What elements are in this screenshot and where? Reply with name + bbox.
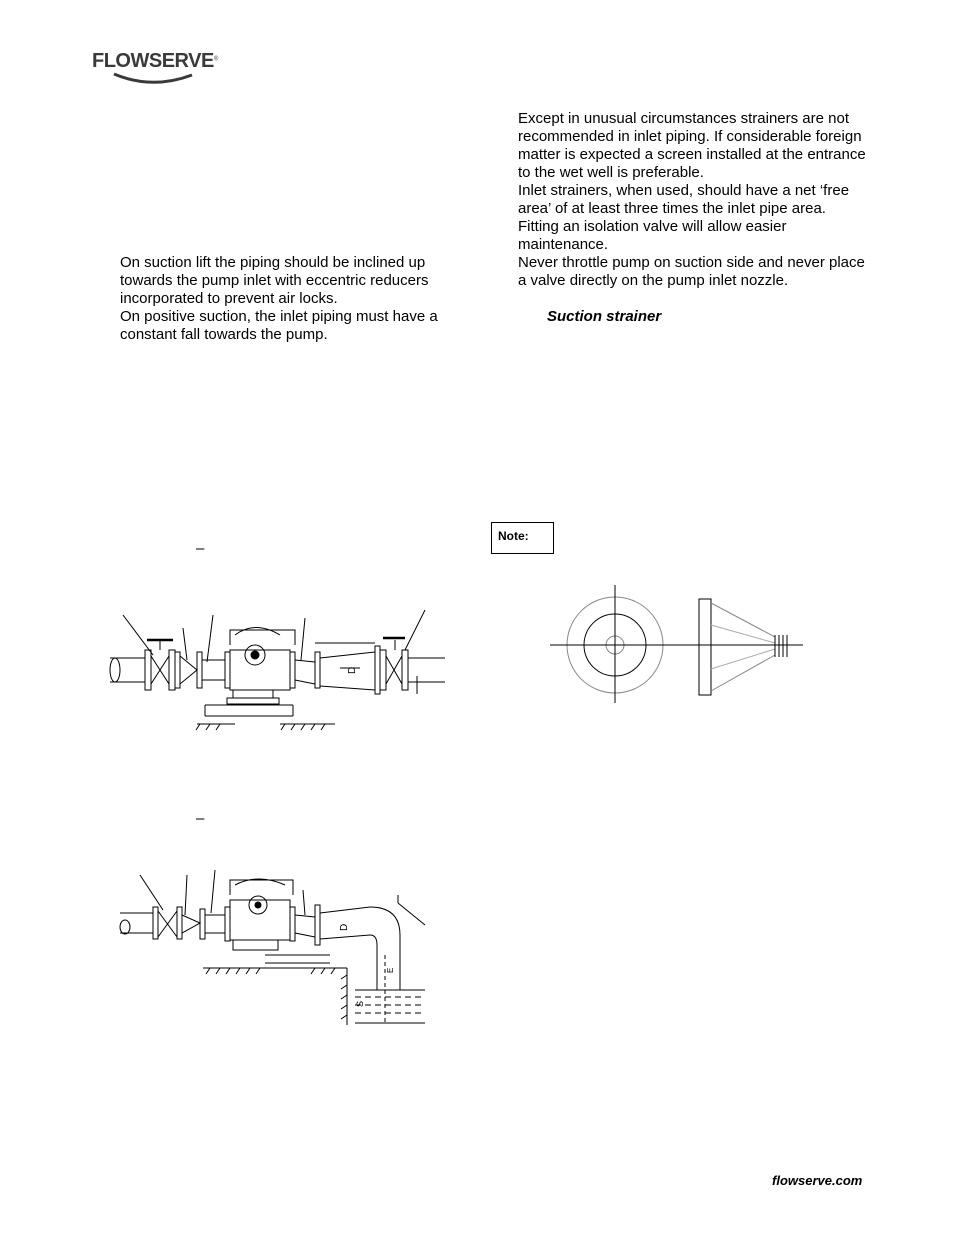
positive-suction-diagram — [105, 600, 450, 740]
logo-swoosh-icon — [112, 72, 202, 86]
left-text-block — [120, 254, 460, 344]
flowserve-logo — [92, 50, 218, 73]
logo-text: FLOWSERVE — [92, 50, 214, 72]
diagram-2-d-label: D — [339, 923, 350, 931]
right-text-block — [518, 110, 868, 290]
diagram-2-e-label: E — [386, 967, 395, 973]
positive-suction-paragraph: On positive suction, the inlet piping must have a constant fall towards the pump. — [120, 308, 438, 343]
suction-strainer-diagram — [545, 585, 810, 705]
figure-1-dash: – — [196, 540, 205, 557]
note-box — [491, 522, 554, 554]
suction-lift-paragraph: On suction lift the piping should be inclined up towards the pump inlet with eccentric reducers incorporated to prevent air locks. — [120, 254, 429, 307]
isolation-valve-paragraph: Fitting an isolation valve will allow easier maintenance. — [518, 218, 787, 253]
inlet-strainers-paragraph: Inlet strainers, when used, should have a net ‘free area’ of at least three times the inlet pipe area. — [518, 182, 850, 217]
suction-strainer-heading: Suction strainer — [547, 308, 662, 325]
suction-lift-diagram — [115, 865, 435, 1030]
footer-website: flowserve.com — [772, 1173, 863, 1188]
throttle-paragraph: Never throttle pump on suction side and never place a valve directly on the pump inlet nozzle. — [518, 254, 865, 289]
strainers-paragraph: Except in unusual circumstances strainers are not recommended in inlet piping. If considerable foreign matter is expected a screen installed at the entrance to the wet well is preferable. — [518, 110, 866, 181]
diagram-1-d-label: D — [347, 666, 358, 674]
figure-2-dash: – — [196, 810, 205, 827]
registered-mark: ® — [213, 56, 219, 63]
diagram-2-s-label: S — [355, 1000, 365, 1007]
note-label: Note: — [498, 529, 529, 543]
